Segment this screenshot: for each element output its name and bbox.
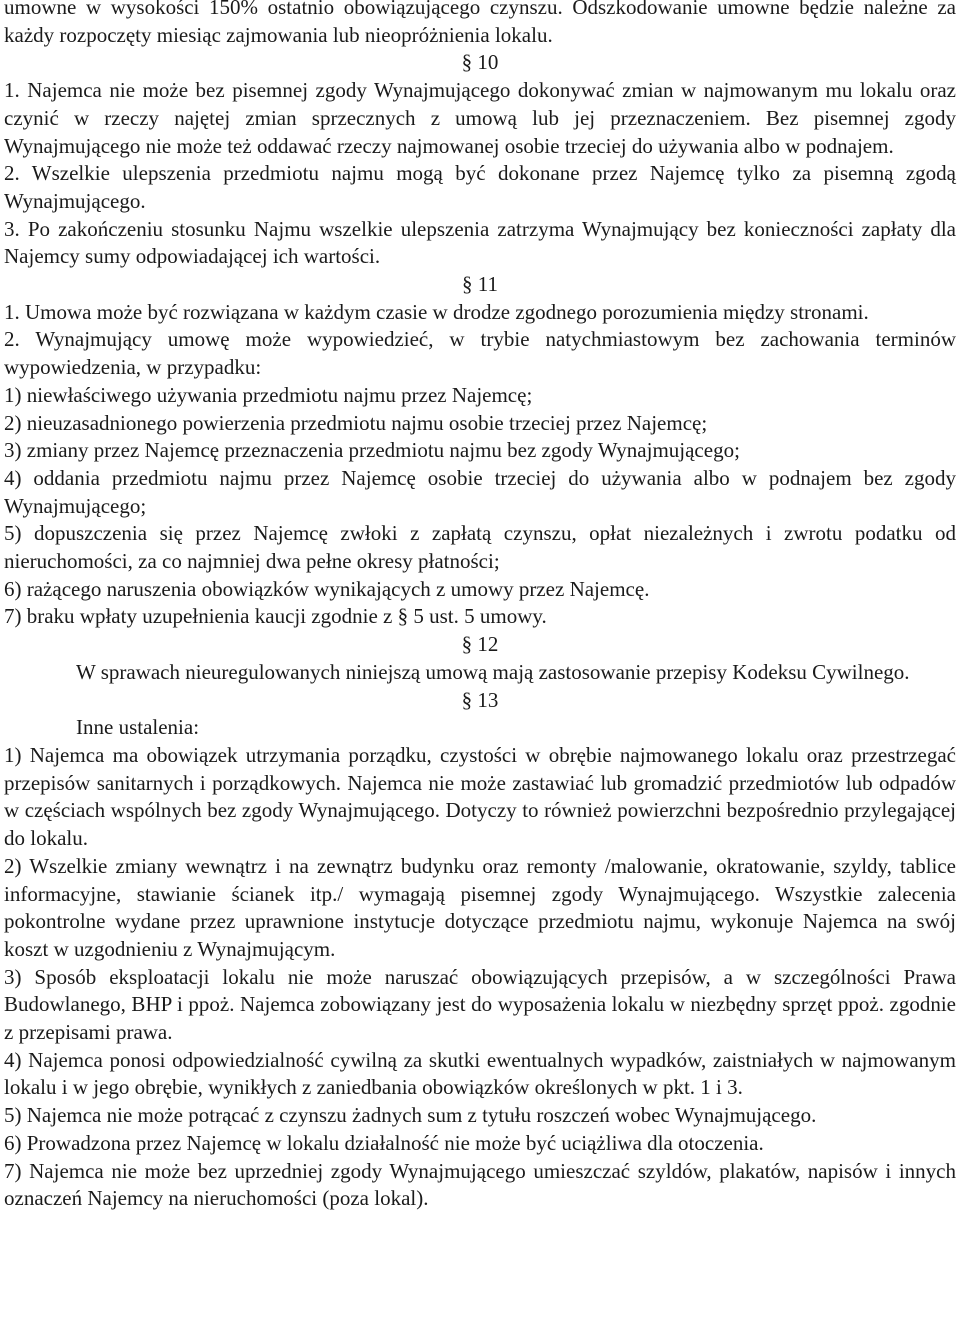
section-13-item-1: 1) Najemca ma obowiązek utrzymania porządku, czystości w obrębie najmowanego lokalu oraz przestrzegać przepisów sanitarnych i porządkowych. Najemca nie może zastawiać lub gromadzić przedmiotów lub odpadów w częściach wspólnych bez zgody Wynajmującego. Dotyczy to również powierzchni bezpośrednio przylegającej do lokalu.: [4, 742, 956, 851]
section-13-item-6: 6) Prowadzona przez Najemcę w lokalu działalność nie może być uciążliwa dla otoczenia.: [4, 1130, 764, 1155]
section-heading-11: § 11: [462, 272, 498, 297]
section-heading-12: § 12: [461, 632, 499, 657]
section-10-point-1: 1. Najemca nie może bez pisemnej zgody Wynajmującego dokonywać zmian w najmowanym mu lokalu oraz czynić w rzeczy najętej zmian sprzecznych z umową lub jej przeznaczeniem. Bez pisemnej zgody Wynajmującego nie może też oddawać rzeczy najmowanej osobie trzeciej do używania albo w podnajem.: [4, 78, 956, 158]
section-13-item-5: 5) Najemca nie może potrącać z czynszu żadnych sum z tytułu roszczeń wobec Wynajmującego.: [4, 1103, 817, 1128]
section-10-point-3: 3. Po zakończeniu stosunku Najmu wszelkie ulepszenia zatrzyma Wynajmujący bez konieczności zapłaty dla Najemcy sumy odpowiadającej ich wartości.: [4, 216, 956, 269]
section-13-intro: Inne ustalenia:: [76, 715, 200, 740]
section-13-item-4: 4) Najemca ponosi odpowiedzialność cywilną za skutki ewentualnych wypadków, zaistniałych w najmowanym lokalu i w jego obrębie, wynikłych z zaniedbania obowiązków określonych w pkt. 1 i 3.: [4, 1047, 956, 1100]
section-13-item-3: 3) Sposób eksploatacji lokalu nie może naruszać obowiązujących przepisów, a w szczególności Prawa Budowlanego, BHP i ppoż. Najemca zobowiązany jest do wyposażenia lokalu w niezbędny sprzęt ppoż. zgodnie z przepisami prawa.: [4, 964, 956, 1045]
section-11-item-6: 6) rażącego naruszenia obowiązków wynikających z umowy przez Najemcę.: [4, 576, 650, 601]
paragraph-penalty-clause: umowne w wysokości 150% ostatnio obowiązującego czynszu. Odszkodowanie umowne będzie należne za każdy rozpoczęty miesiąc zajmowania lub nieopróżnienia lokalu.: [4, 0, 956, 47]
section-10-point-2: 2. Wszelkie ulepszenia przedmiotu najmu mogą być dokonane przez Najemcę tylko za pisemną zgodą Wynajmującego.: [4, 161, 956, 213]
section-heading-10: § 10: [461, 50, 499, 75]
section-11-point-1: 1. Umowa może być rozwiązana w każdym czasie w drodze zgodnego porozumienia między stronami.: [4, 299, 869, 324]
section-11-item-4: 4) oddania przedmiotu najmu przez Najemcę osobie trzeciej do używania albo w podnajem bez zgody Wynajmującego;: [4, 465, 956, 518]
section-11-point-2: 2. Wynajmujący umowę może wypowiedzieć, w trybie natychmiastowym bez zachowania terminów wypowiedzenia, w przypadku:: [4, 327, 956, 380]
section-11-item-5: 5) dopuszczenia się przez Najemcę zwłoki z zapłatą czynszu, opłat niezależnych i zwrotu podatku od nieruchomości, za co najmniej dwa pełne okresy płatności;: [4, 521, 956, 574]
section-heading-13: § 13: [461, 687, 499, 712]
section-12-text: W sprawach nieuregulowanych niniejszą umową mają zastosowanie przepisy Kodeksu Cywilnego.: [76, 659, 910, 684]
section-13-item-2: 2) Wszelkie zmiany wewnątrz i na zewnątrz budynku oraz remonty /malowanie, okratowanie, szyldy, tablice informacyjne, stawianie ścianek itp./ wymagają pisemnej zgody Wynajmującego. Wszystkie zalecenia pokontrolne wydane przez uprawnione instytucje dotyczące przedmiotu najmu, wykonuje Najemca na swój koszt w uzgodnieniu z Wynajmującym.: [4, 853, 956, 961]
section-13-item-7: 7) Najemca nie może bez uprzedniej zgody Wynajmującego umieszczać szyldów, plakatów, napisów i innych oznaczeń Najemcy na nieruchomości (poza lokal).: [4, 1158, 956, 1211]
section-11-item-2: 2) nieuzasadnionego powierzenia przedmiotu najmu osobie trzeciej przez Najemcę;: [4, 410, 708, 435]
section-11-item-1: 1) niewłaściwego używania przedmiotu najmu przez Najemcę;: [4, 382, 533, 407]
section-11-item-7: 7) braku wpłaty uzupełnienia kaucji zgodnie z § 5 ust. 5 umowy.: [4, 604, 547, 629]
section-11-item-3: 3) zmiany przez Najemcę przeznaczenia przedmiotu najmu bez zgody Wynajmującego;: [4, 438, 740, 463]
